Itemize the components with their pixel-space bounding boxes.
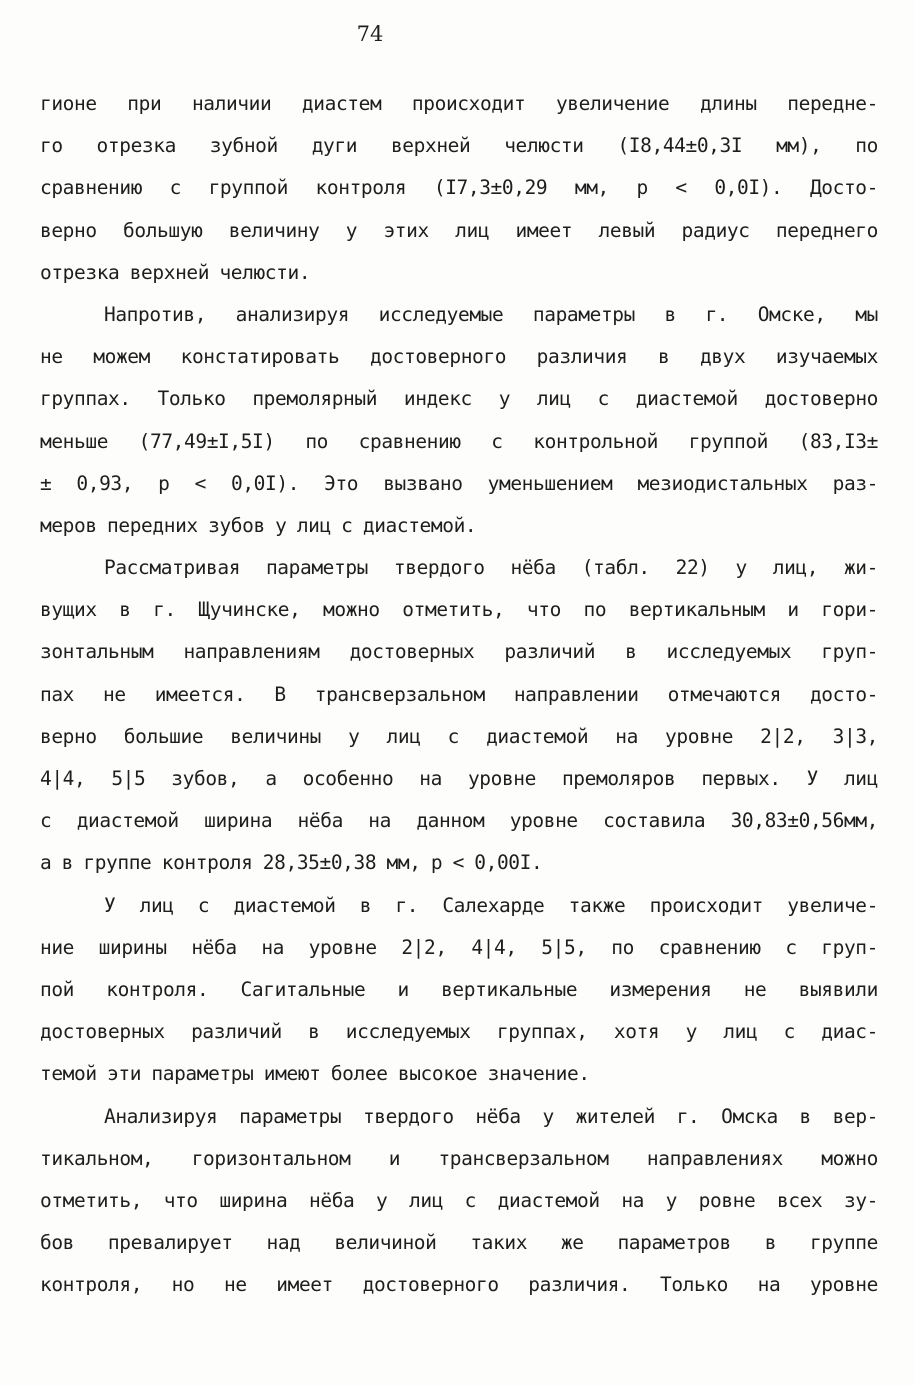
text-line: Анализируя параметры твердого нёба у жителей г. Омска в вер- <box>104 1104 878 1128</box>
text-line: сравнению с группой контроля (I7,3±0,29 мм, р < 0,0I). Досто- <box>40 176 878 200</box>
text-line: тикальном, горизонтальном и трансверзальном направлениях можно <box>40 1146 878 1170</box>
text-line: Напротив, анализируя исследуемые параметры в г. Омске, мы <box>104 302 878 326</box>
text-line: с диастемой ширина нёба на данном уровне составила 30,83±0,56мм, <box>40 809 878 833</box>
text-line: гионе при наличии диастем происходит увеличение длины передне- <box>40 92 878 115</box>
text-line: контроля, но не имеет достоверного различия. Только на уровне <box>40 1273 878 1297</box>
text-line: достоверных различий в исследуемых группах, хотя у лиц с диас- <box>40 1020 878 1044</box>
text-line: пах не имеется. В трансверзальном направлении отмечаются досто- <box>40 682 878 706</box>
text-line: меньше (77,49±I,5I) по сравнению с контрольной группой (83,I3± <box>40 429 878 453</box>
text-line: отрезка верхней челюсти. <box>40 260 311 284</box>
text-line: ± 0,93, р < 0,0I). Это вызвано уменьшением мезиодистальных раз- <box>40 471 878 495</box>
text-line: го отрезка зубной дуги верхней челюсти (I8,44±0,3I мм), по <box>40 134 878 158</box>
text-line: У лиц с диастемой в г. Салехарде также происходит увеличе- <box>104 893 878 917</box>
text-line: темой эти параметры имеют более высокое значение. <box>40 1062 590 1086</box>
text-line: бов превалирует над величиной таких же параметров в группе <box>40 1231 878 1255</box>
text-line: верно большую величину у этих лиц имеет левый радиус переднего <box>40 218 878 242</box>
text-line: Рассматривая параметры твердого нёба (табл. 22) у лиц, жи- <box>104 556 878 580</box>
text-line: не можем констатировать достоверного различия в двух изучаемых <box>40 345 878 369</box>
document-body <box>40 83 878 1306</box>
text-line: группах. Только премолярный индекс у лиц с диастемой достоверно <box>40 387 878 411</box>
text-line: отметить, что ширина нёба у лиц с диастемой на у ровне всех зу- <box>40 1188 878 1212</box>
text-line: верно большие величины у лиц с диастемой на уровне 2|2, 3|3, <box>40 724 878 748</box>
text-line: а в группе контроля 28,35±0,38 мм, р < 0,00I. <box>40 851 543 875</box>
text-line: пой контроля. Сагитальные и вертикальные измерения не выявили <box>40 977 878 1001</box>
text-line: меров передних зубов у лиц с диастемой. <box>40 513 477 537</box>
page-number: 74 <box>356 22 384 46</box>
text-line: 4|4, 5|5 зубов, а особенно на уровне премоляров первых. У лиц <box>40 767 878 790</box>
text-line: вущих в г. Щучинске, можно отметить, что по вертикальным и гори- <box>40 598 878 622</box>
text-line: ние ширины нёба на уровне 2|2, 4|4, 5|5, по сравнению с груп- <box>40 935 878 959</box>
text-line: зонтальным направлениям достоверных различий в исследуемых груп- <box>40 640 878 664</box>
